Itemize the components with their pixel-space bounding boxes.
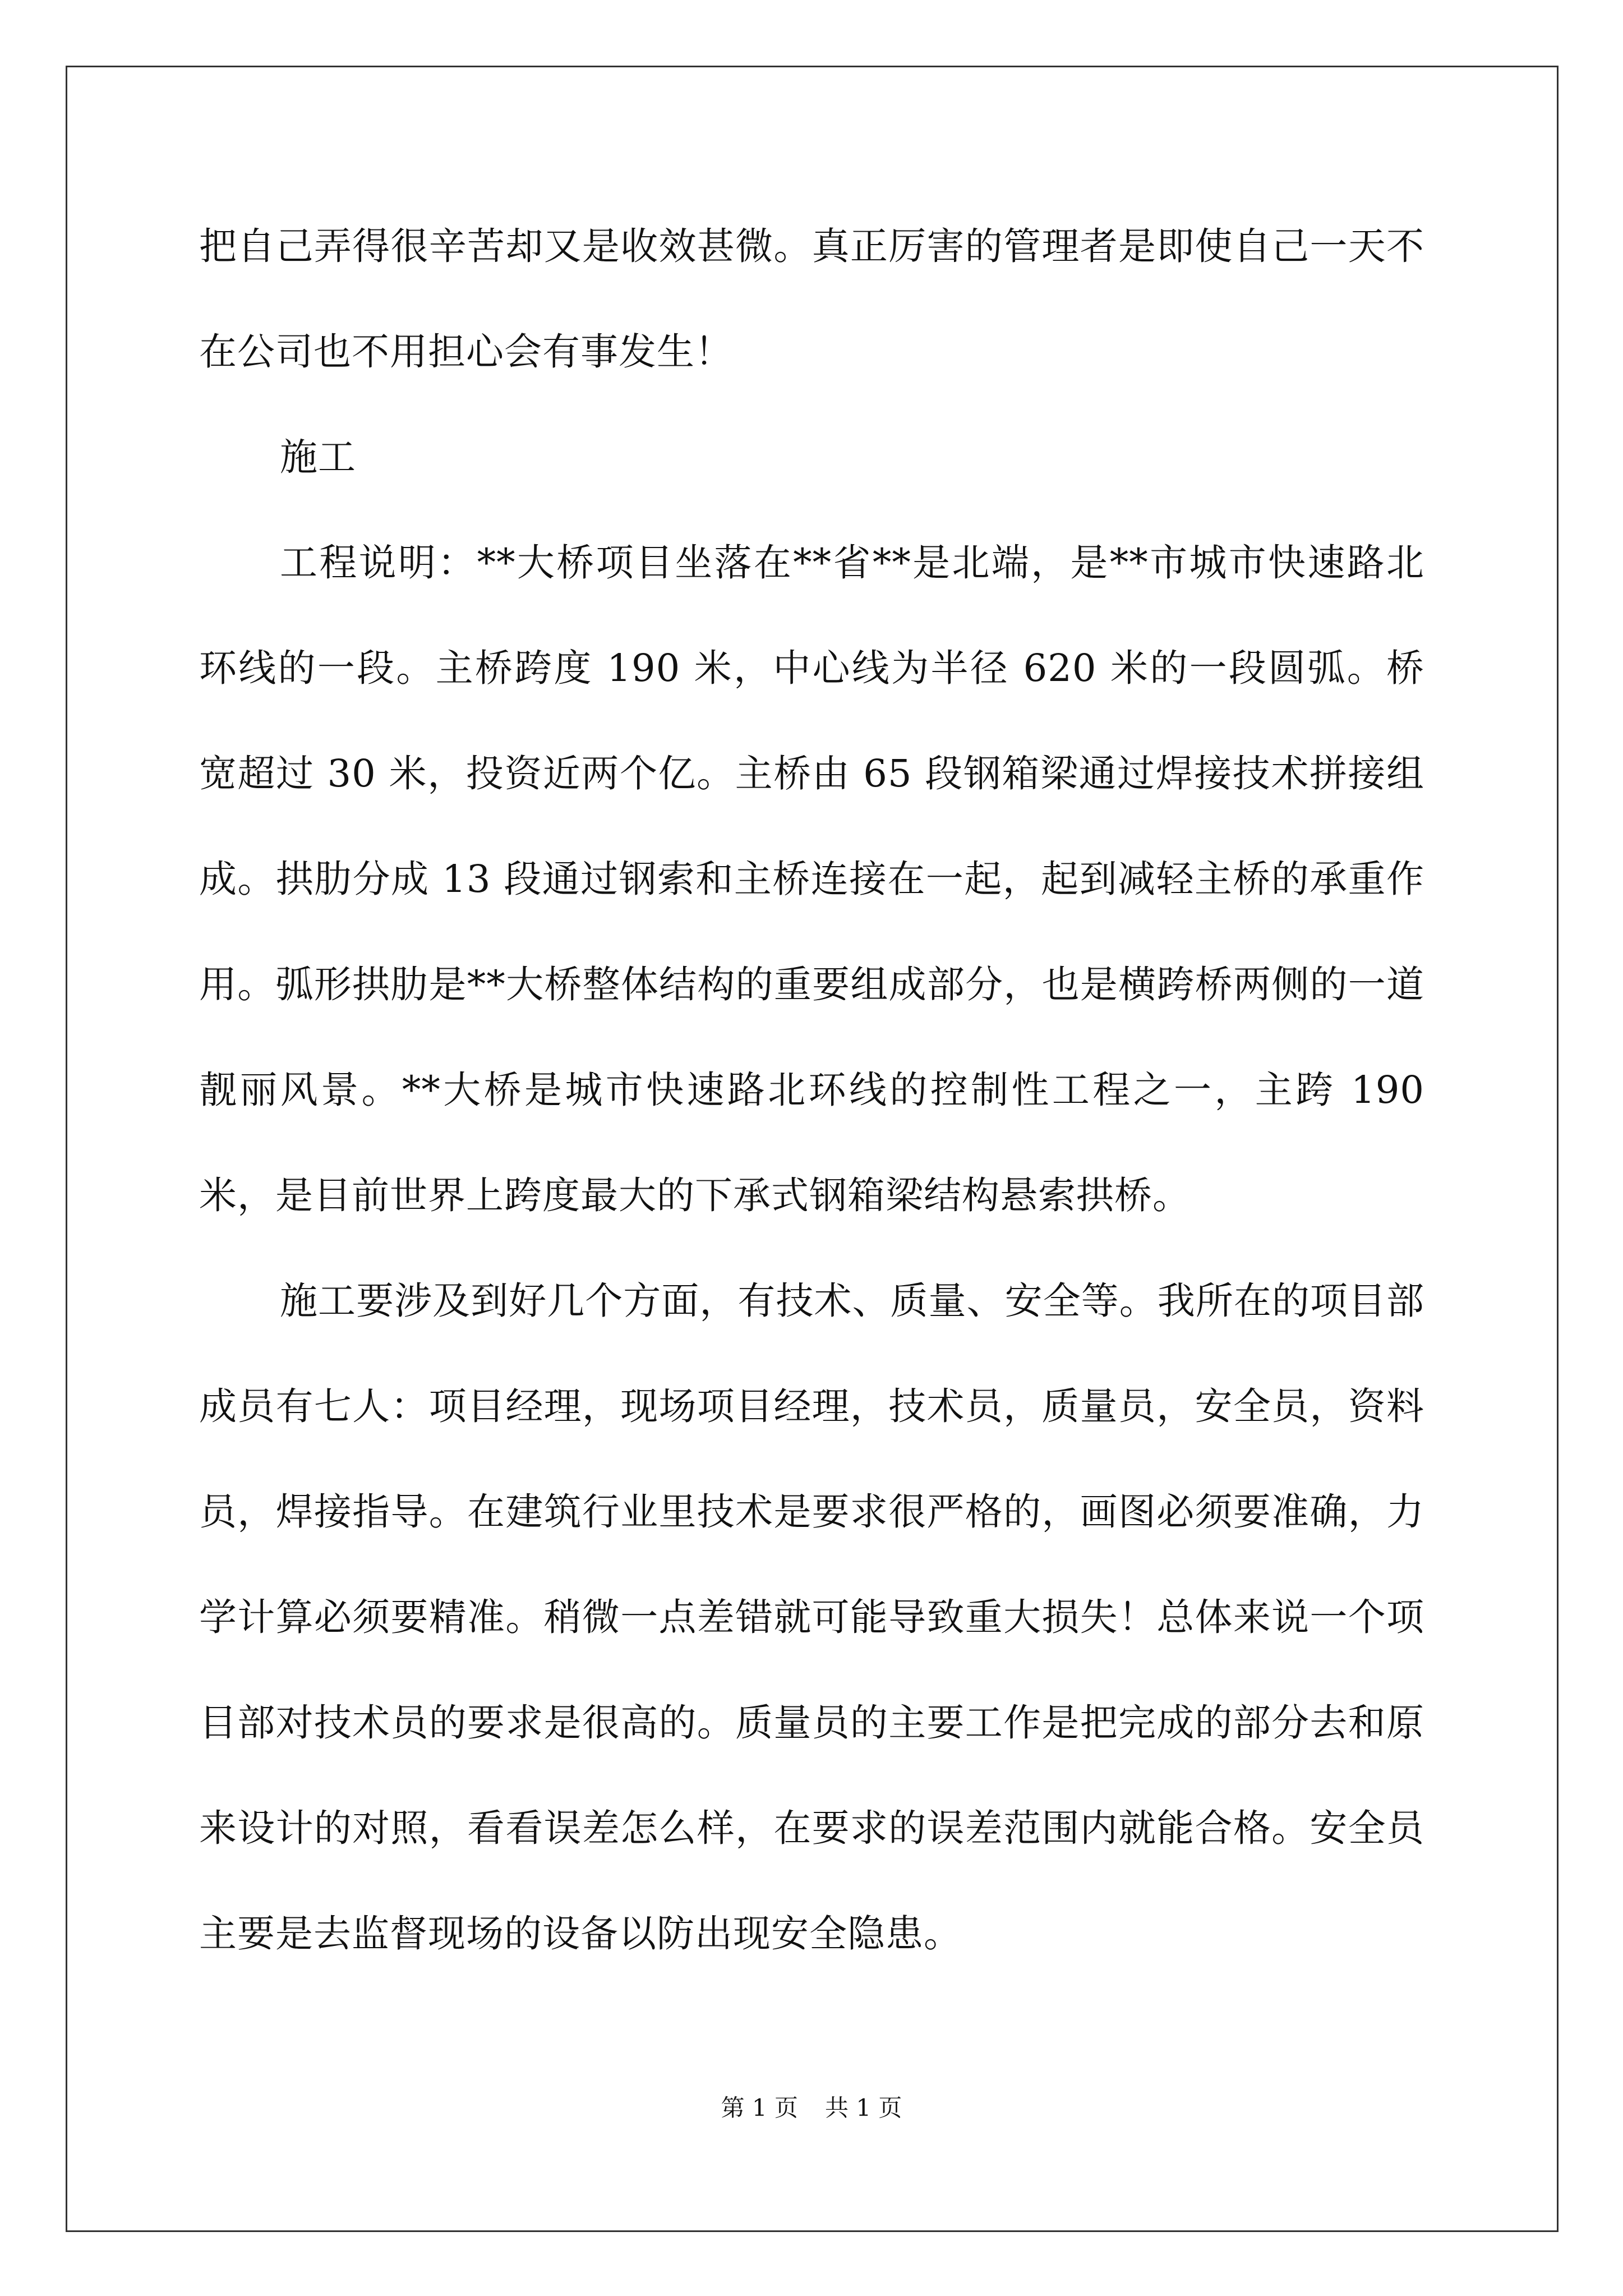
section-heading: 施工 [280, 435, 356, 479]
paragraph-construction-team: 施工要涉及到好几个方面，有技术、质量、安全等。我所在的项目部成员有七人：项目经理，现场项目经理，技术员，质量员，安全员，资料员，焊接指导。在建筑行业里技术是要求很严格的，画图必须要准确，力学计算必须要精准。稍微一点差错就可能导致重大损失！总体来说一个项目部对技术员的要求是很高的。质量员的主要工作是把完成的部分去和原来设计的对照，看看误差怎么样，在要求的误差范围内就能合格。安全员主要是去监督现场的设备以防出现安全隐患。 [199, 1279, 1424, 1955]
document-body [199, 194, 1424, 1986]
page-footer [0, 2091, 1623, 2125]
paragraph-1: 把自己弄得很辛苦却又是收效甚微。真正厉害的管理者是即使自己一天不在公司也不用担心会有事发生！ [199, 224, 1424, 374]
paragraph-project-description: 工程说明：**大桥项目坐落在**省**是北端，是**市城市快速路北环线的一段。主桥跨度 190 米，中心线为半径 620 米的一段圆弧。桥宽超过 30 米，投资近两个亿。主桥由 65 段钢箱梁通过焊接技术拼接组成。拱肋分成 13 段通过钢索和主桥连接在一起，起到减轻主桥的承重作用。弧形拱肋是**大桥整体结构的重要组成部分，也是横跨桥两侧的一道靓丽风景。**大桥是城市快速路北环线的控制性工程之一，主跨 190 米，是目前世界上跨度最大的下承式钢箱梁结构悬索拱桥。 [199, 541, 1424, 1217]
page-number-total: 共 1 页 [825, 2094, 902, 2122]
page-number-current: 第 1 页 [721, 2094, 798, 2122]
